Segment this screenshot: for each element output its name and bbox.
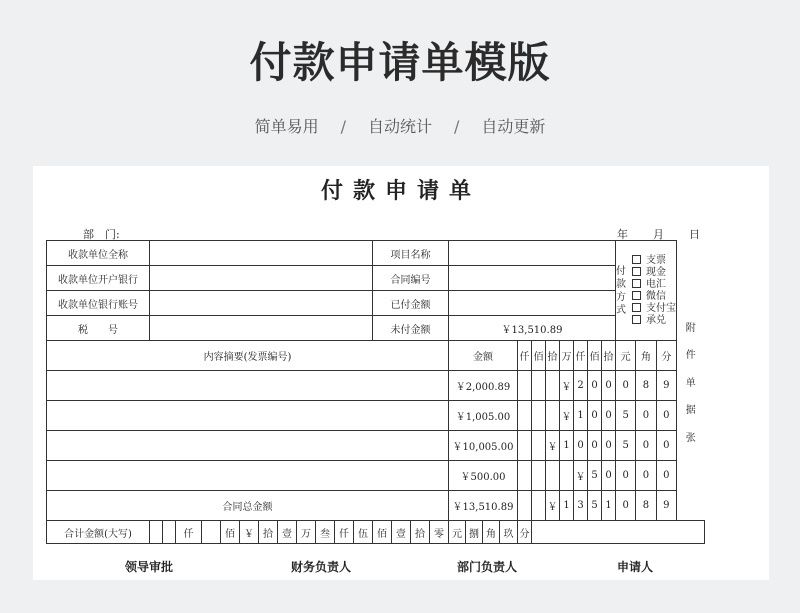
option-check[interactable]: 支票 [632,255,676,267]
digit-cell: 0 [574,431,588,461]
digit-cell: 0 [602,401,616,431]
digit-cell: 8 [636,371,656,401]
label-project-name: 项目名称 [373,241,449,266]
digit-cell: 1 [560,491,574,521]
checkbox-icon[interactable] [632,279,641,288]
uppercase-cell: 叁 [316,521,335,544]
uppercase-cell: 壹 [392,521,411,544]
digit-cell [532,371,546,401]
digit-cell: 9 [656,371,676,401]
digit-cell: ￥ [546,431,560,461]
digit-cell: 5 [588,461,602,491]
digit-cell [532,431,546,461]
uppercase-cell: 元 [449,521,466,544]
form-title: 付款申请单 [320,178,481,204]
digit-cell: 0 [656,461,676,491]
attachment-note: 附 件 单 据 张 [685,322,696,444]
digit-cell [560,461,574,491]
contract-no-value[interactable] [449,266,616,291]
digit-cell: ￥ [546,491,560,521]
uppercase-cell: 伍 [354,521,373,544]
digit-cell: 0 [602,461,616,491]
checkbox-icon[interactable] [632,315,641,324]
digit-cell: 0 [656,431,676,461]
separator: / [340,117,346,136]
checkbox-icon[interactable] [632,303,641,312]
uppercase-cell: 角 [483,521,500,544]
digit-header: 元 [616,341,636,371]
department-label: 部 门: [83,228,120,241]
signature-applicant: 申请人 [617,560,654,574]
payment-method-label: 付 款 方 式 [616,265,626,316]
payee-account-value[interactable] [150,291,373,316]
header-description: 内容摘要(发票编号) [47,341,449,371]
signature-leader-approval: 领导审批 [125,560,174,574]
option-wire[interactable]: 电汇 [632,279,676,291]
digit-cell: ￥ [574,461,588,491]
uppercase-cell: 万 [297,521,316,544]
digit-cell [546,401,560,431]
option-wechat[interactable]: 微信 [632,291,676,303]
digit-cell: 1 [574,401,588,431]
digit-cell: 0 [636,461,656,491]
checkbox-icon[interactable] [632,255,641,264]
payment-request-form [33,166,769,580]
digit-cell: 0 [616,491,636,521]
form-grid [46,240,706,544]
digit-cell: 5 [616,431,636,461]
digit-cell [532,491,546,521]
payee-name-value[interactable] [150,241,373,266]
table-row [47,431,706,461]
line-amount[interactable]: ￥2,000.89 [449,371,518,401]
uppercase-cell: ￥ [240,521,259,544]
uppercase-cell: 拾 [411,521,430,544]
unpaid-amount-value[interactable]: ￥13,510.89 [449,316,616,341]
line-desc[interactable] [47,371,449,401]
uppercase-cell: 零 [430,521,449,544]
digit-cell: 0 [588,371,602,401]
uppercase-cell: 壹 [278,521,297,544]
signature-dept-head: 部门负责人 [457,560,518,574]
feature-auto-stats: 自动统计 [367,117,432,136]
digit-cell: 0 [616,371,636,401]
digit-cell: 9 [656,491,676,521]
feature-auto-update: 自动更新 [481,117,546,136]
label-paid-amount: 已付金额 [373,291,449,316]
digit-cell [518,491,532,521]
digit-cell: 1 [602,491,616,521]
line-amount[interactable]: ￥10,005.00 [449,431,518,461]
uppercase-cell: 佰 [373,521,392,544]
date-month-label: 月 [653,228,664,241]
uppercase-cell [163,521,176,544]
digit-cell: 0 [616,461,636,491]
digit-cell [546,461,560,491]
digit-cell [546,371,560,401]
digit-cell [518,401,532,431]
digit-cell: 0 [588,431,602,461]
line-amount[interactable]: ￥1,005.00 [449,401,518,431]
digit-cell: 1 [560,431,574,461]
uppercase-cell: 捌 [466,521,483,544]
contract-total-label: 合同总金额 [47,491,449,521]
digit-cell: 5 [616,401,636,431]
table-row [47,401,706,431]
checkbox-icon[interactable] [632,267,641,276]
option-alipay[interactable]: 支付宝 [632,303,676,315]
uppercase-total-row [47,521,706,544]
digit-header: 分 [656,341,676,371]
label-unpaid-amount: 未付金额 [373,316,449,341]
digit-cell: 0 [636,401,656,431]
paid-amount-value[interactable] [449,291,616,316]
payment-method-cell [616,241,677,341]
digit-cell: 0 [656,401,676,431]
digit-cell: 5 [588,491,602,521]
line-desc[interactable] [47,461,449,491]
line-desc[interactable] [47,431,449,461]
uppercase-total-label: 合计金额(大写) [47,521,150,544]
digit-cell: 2 [574,371,588,401]
uppercase-cell: 仟 [176,521,202,544]
date-day-label: 日 [689,228,700,241]
digit-cell: 0 [602,371,616,401]
line-desc[interactable] [47,401,449,431]
digit-header: 仟 [518,341,532,371]
line-amount[interactable]: ￥500.00 [449,461,518,491]
uppercase-cell: 仟 [335,521,354,544]
digit-cell: 0 [602,431,616,461]
digit-cell [518,461,532,491]
contract-total-row [47,491,706,521]
digit-header: 佰 [532,341,546,371]
uppercase-cell: 玖 [500,521,518,544]
header-amount: 金额 [449,341,518,371]
label-payee-bank: 收款单位开户银行 [47,266,150,291]
digit-cell: 3 [574,491,588,521]
digit-cell: ￥ [560,371,574,401]
digit-cell [532,401,546,431]
table-row [47,461,706,491]
uppercase-cell: 拾 [259,521,278,544]
checkbox-icon[interactable] [632,291,641,300]
digit-cell [532,461,546,491]
digit-cell: ￥ [560,401,574,431]
digit-header: 拾 [602,341,616,371]
option-cash[interactable]: 现金 [632,267,676,279]
contract-total-amount: ￥13,510.89 [449,491,518,521]
uppercase-remainder [532,521,705,544]
digit-cell: 8 [636,491,656,521]
digit-cell [518,371,532,401]
uppercase-cell: 分 [518,521,532,544]
digit-header: 佰 [588,341,602,371]
separator: / [454,117,460,136]
table-row [47,371,706,401]
option-acceptance[interactable]: 承兑 [632,315,676,327]
digit-header: 万 [560,341,574,371]
uppercase-cell: 佰 [221,521,240,544]
digit-header: 拾 [546,341,560,371]
label-payee-account: 收款单位银行账号 [47,291,150,316]
feature-tagline [0,114,800,137]
digit-cell: 0 [588,401,602,431]
page-headline: 付款申请单模版 [249,38,551,87]
digit-cell: 0 [636,431,656,461]
signature-finance-head: 财务负责人 [291,560,352,574]
digit-header: 角 [636,341,656,371]
digit-header: 仟 [574,341,588,371]
tax-id-value[interactable] [150,316,373,341]
feature-easy: 简单易用 [254,117,319,136]
label-tax-id: 税 号 [47,316,150,341]
uppercase-cell [150,521,163,544]
label-payee-name: 收款单位全称 [47,241,150,266]
uppercase-cell [202,521,221,544]
project-name-value[interactable] [449,241,616,266]
digit-cell [518,431,532,461]
payee-bank-value[interactable] [150,266,373,291]
date-year-label: 年 [617,228,628,241]
label-contract-no: 合同编号 [373,266,449,291]
